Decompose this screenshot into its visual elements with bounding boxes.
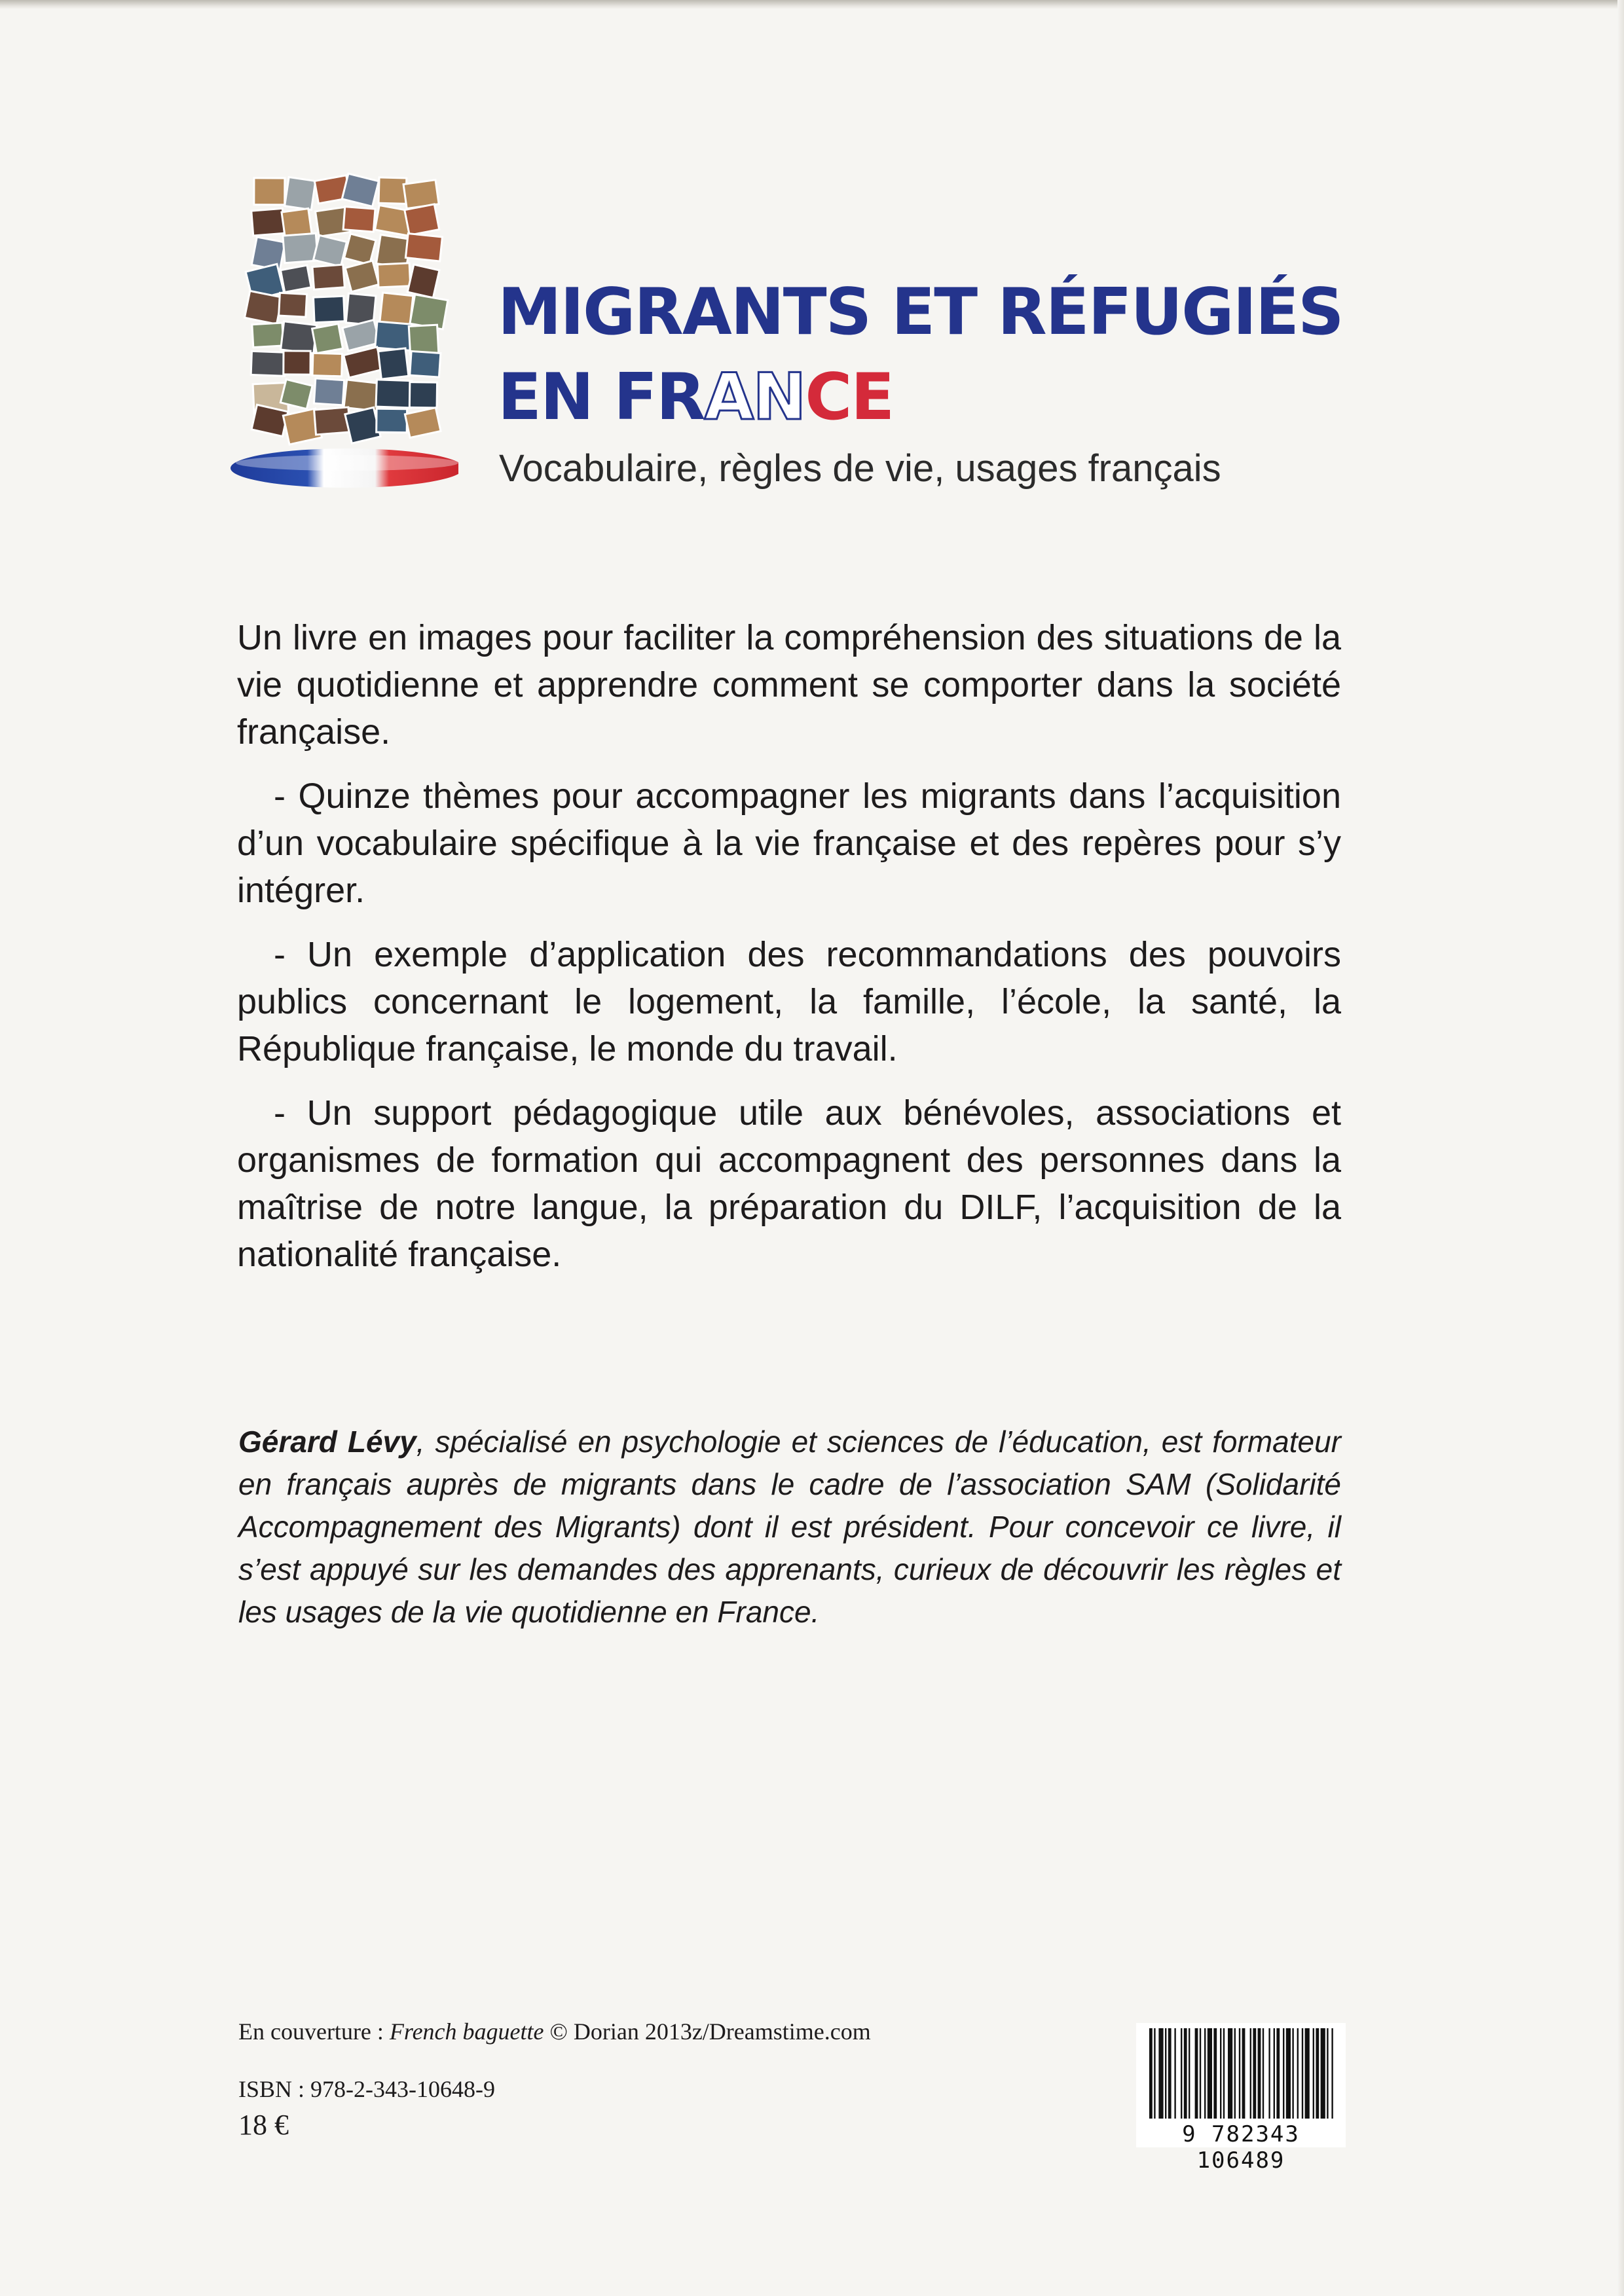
collage-photo-tile	[251, 208, 285, 236]
collage-photo-tile	[410, 351, 441, 377]
title-ce-red: CE	[805, 360, 894, 435]
barcode-bar	[1331, 2028, 1333, 2119]
description-paragraph-themes: - Quinze thèmes pour accompagner les migrants dans l’acquisition d’un vocabulaire spécifique à la vie française et des repères pour s’y intégrer.	[237, 776, 1341, 910]
barcode-bar	[1149, 2028, 1153, 2119]
collage-photo-tile	[380, 293, 413, 325]
barcode-bar	[1283, 2028, 1284, 2119]
barcode-number: 9 782343 106489	[1182, 2121, 1300, 2174]
title-an-outlined: AN	[704, 360, 805, 435]
collage-photo-tile	[312, 324, 343, 354]
collage-photo-tile	[314, 235, 347, 266]
isbn: ISBN : 978-2-343-10648-9	[238, 2076, 495, 2102]
collage-photo-tile	[410, 295, 448, 329]
collage-photo-tile	[251, 237, 285, 270]
collage-photo-tile	[312, 353, 342, 376]
barcode-bar	[1228, 2028, 1232, 2119]
barcode-bar	[1200, 2028, 1201, 2119]
collage-photo-tile	[378, 348, 408, 379]
collage-photo-tile	[344, 380, 380, 411]
cover-credit	[238, 2018, 871, 2045]
collage-photo-tile	[405, 234, 442, 261]
collage-photo-tile	[405, 204, 439, 235]
barcode-bar	[1274, 2028, 1275, 2119]
collage-photo-tile	[254, 178, 285, 205]
barcode-bar	[1234, 2028, 1236, 2119]
barcode-bar	[1305, 2028, 1310, 2119]
collage-photo-tile	[377, 263, 410, 287]
barcode-bar	[1253, 2028, 1256, 2119]
barcode-bar	[1263, 2028, 1264, 2119]
collage-photo-tile	[314, 296, 345, 322]
barcode-bar	[1174, 2028, 1175, 2119]
barcode-bar	[1204, 2028, 1206, 2119]
collage-photo-tile	[279, 293, 307, 317]
cover-top-edge	[0, 0, 1624, 9]
author-bio	[238, 1421, 1341, 1633]
barcode-bar	[1242, 2028, 1246, 2119]
barcode-bar	[1195, 2028, 1198, 2119]
price: 18 €	[238, 2109, 289, 2141]
collage-photo-tile	[283, 233, 318, 263]
collage-photo-tile	[280, 379, 312, 409]
barcode-bar	[1292, 2028, 1293, 2119]
collage-photo-tile	[409, 382, 437, 408]
collage-photo-tile	[345, 407, 380, 443]
collage-photo-tile	[409, 325, 439, 354]
collage-photo-tile	[281, 321, 317, 354]
credit-prefix: En couverture :	[238, 2018, 390, 2045]
credit-work: French baguette	[389, 2018, 544, 2045]
barcode-bar	[1223, 2028, 1225, 2119]
barcode-bar	[1181, 2028, 1182, 2119]
barcode-bar	[1321, 2028, 1325, 2119]
barcode-bar	[1327, 2028, 1328, 2119]
collage-photo-tile	[345, 261, 378, 291]
collage-photo-tile	[407, 264, 439, 298]
barcode-bar	[1258, 2028, 1261, 2119]
author-name: Gérard Lévy	[238, 1425, 416, 1459]
barcode-bar	[1316, 2028, 1319, 2119]
cover-right-edge	[1617, 0, 1624, 2296]
barcode-bar	[1313, 2028, 1314, 2119]
barcode-bar	[1302, 2028, 1303, 2119]
credit-suffix: © Dorian 2013z/Dreamstime.com	[544, 2018, 871, 2045]
barcode-bar	[1286, 2028, 1291, 2119]
collage-photo-tile	[251, 405, 288, 436]
barcode-bar	[1213, 2028, 1217, 2119]
barcode-bar	[1276, 2028, 1280, 2119]
book-title-line-2	[498, 360, 893, 435]
book-subtitle: Vocabulaire, règles de vie, usages français	[499, 447, 1221, 490]
collage-photo-tile	[285, 177, 316, 210]
barcode-bar	[1208, 2028, 1212, 2119]
title-en-fr: EN FR	[498, 360, 705, 435]
author-bio-text: , spécialisé en psychologie et sciences de l’éducation, est formateur en français auprès de migrants dans le cadre de l’association SAM (Solidarité Accompagnement des Migrants) dont il est président. Pour concevoir ce livre, il s’est appuyé sur les demandes des apprenants, curieux de découvrir les règles et les usages de la vie quotidienne en France.	[238, 1425, 1341, 1629]
barcode-bar	[1250, 2028, 1251, 2119]
collage-photo-tile	[251, 351, 286, 376]
barcode-bar	[1158, 2028, 1163, 2119]
book-title-line-1: MIGRANTS ET RÉFUGIÉS	[498, 275, 1343, 350]
barcode-bar	[1239, 2028, 1240, 2119]
collage-photo-tile	[342, 320, 380, 351]
collage-photo-tile	[252, 323, 284, 348]
collage-photo-tile	[244, 291, 282, 324]
collage-photo-tile	[375, 321, 413, 350]
barcode-bar	[1189, 2028, 1190, 2119]
collage-photo-tile	[376, 380, 412, 408]
photo-collage-baguette-icon	[223, 170, 458, 498]
collage-photo-tile	[378, 177, 407, 204]
collage-photo-tile	[342, 173, 378, 206]
collage-photo-tile	[314, 378, 344, 405]
description-paragraph-support: - Un support pédagogique utile aux bénévoles, associations et organismes de formation qui accompagnent des personnes dans la maîtrise de notre langue, la préparation du DILF, l’acquisition de la nationalité française.	[237, 1093, 1341, 1274]
barcode-bar	[1220, 2028, 1221, 2119]
barcode-bar	[1268, 2028, 1270, 2119]
collage-photo-tile	[280, 265, 311, 292]
collage-photo-tile	[284, 351, 310, 374]
collage-photo-tile	[314, 407, 350, 435]
barcode-icon	[1136, 2023, 1346, 2174]
collage-photo-tile	[343, 207, 375, 232]
collage-photo-tile	[344, 347, 383, 378]
collage-photo-tile	[312, 264, 344, 289]
description-paragraph-intro: Un livre en images pour faciliter la compréhension des situations de la vie quotidienne et apprendre comment se comporter dans la société française.	[237, 618, 1341, 752]
collage-photo-tile	[405, 408, 441, 438]
barcode-bar	[1168, 2028, 1172, 2119]
barcode-bar	[1154, 2028, 1155, 2119]
description-paragraph-recommendations: - Un exemple d’application des recommandations des pouvoirs publics concernant le logement, la famille, l’école, la santé, la République française, le monde du travail.	[237, 935, 1341, 1068]
barcode-bar	[1165, 2028, 1166, 2119]
collage-photo-tile	[377, 409, 407, 432]
barcode-bar	[1297, 2028, 1299, 2119]
barcode-bar	[1184, 2028, 1187, 2119]
